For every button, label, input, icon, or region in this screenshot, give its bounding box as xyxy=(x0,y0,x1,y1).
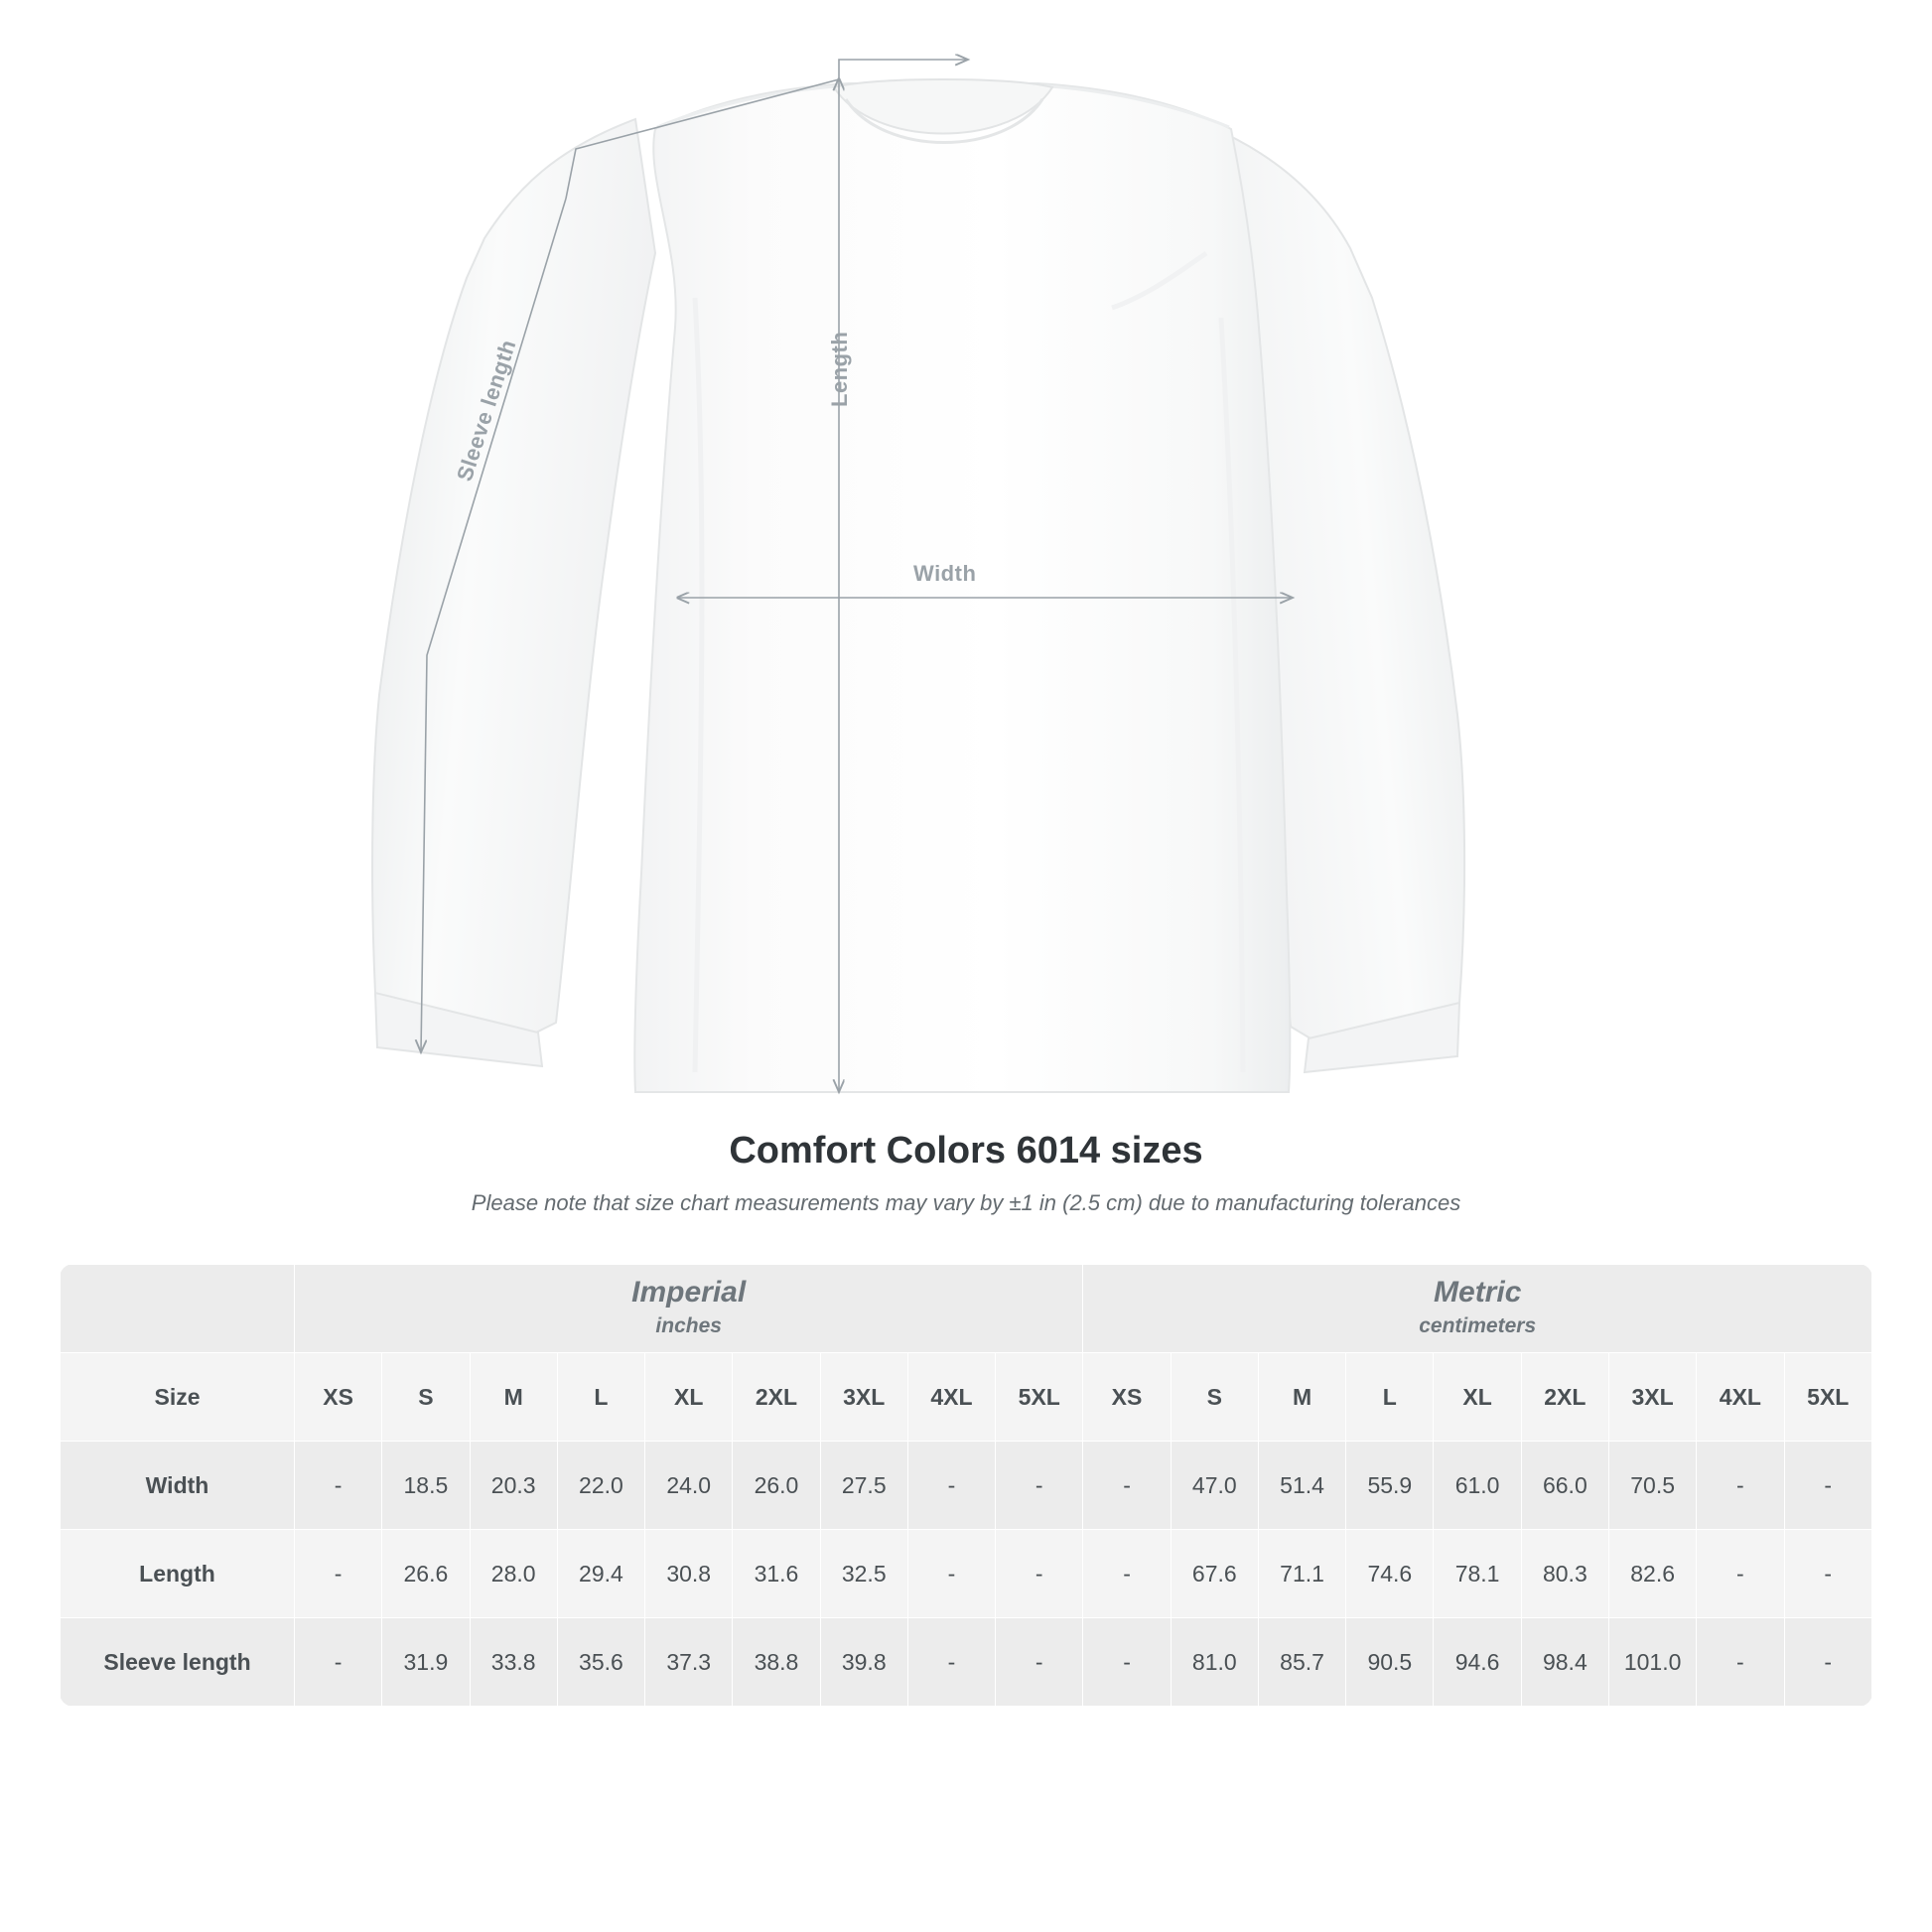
cell-sleeve-imperial-3xl: 39.8 xyxy=(820,1618,907,1707)
cell-sleeve-imperial-l: 35.6 xyxy=(557,1618,644,1707)
cell-width-imperial-xs: - xyxy=(295,1442,382,1530)
size-header-metric-2xl: 2XL xyxy=(1521,1353,1608,1442)
cell-sleeve-imperial-xs: - xyxy=(295,1618,382,1707)
cell-sleeve-imperial-xl: 37.3 xyxy=(645,1618,733,1707)
size-header-metric-5xl: 5XL xyxy=(1784,1353,1871,1442)
size-header-metric-xs: XS xyxy=(1083,1353,1171,1442)
cell-length-imperial-5xl: - xyxy=(996,1530,1083,1618)
length-dimension-label: Length xyxy=(827,331,852,407)
cell-length-imperial-xl: 30.8 xyxy=(645,1530,733,1618)
cell-width-imperial-2xl: 26.0 xyxy=(733,1442,820,1530)
size-header-imperial-l: L xyxy=(557,1353,644,1442)
size-header-metric-4xl: 4XL xyxy=(1697,1353,1784,1442)
cell-length-imperial-3xl: 32.5 xyxy=(820,1530,907,1618)
cell-width-imperial-xl: 24.0 xyxy=(645,1442,733,1530)
size-header-metric-xl: XL xyxy=(1434,1353,1521,1442)
unit-metric-name: Metric xyxy=(1434,1276,1522,1309)
size-header-imperial-5xl: 5XL xyxy=(996,1353,1083,1442)
cell-sleeve-imperial-4xl: - xyxy=(907,1618,995,1707)
cell-length-metric-xs: - xyxy=(1083,1530,1171,1618)
cell-sleeve-metric-5xl: - xyxy=(1784,1618,1871,1707)
cell-sleeve-imperial-5xl: - xyxy=(996,1618,1083,1707)
table-row xyxy=(61,1618,1872,1707)
unit-header-row xyxy=(61,1265,1872,1353)
chart-note: Please note that size chart measurements may vary by ±1 in (2.5 cm) due to manufacturing tolerances xyxy=(471,1190,1461,1215)
cell-width-imperial-s: 18.5 xyxy=(382,1442,470,1530)
cell-width-imperial-l: 22.0 xyxy=(557,1442,644,1530)
cell-length-imperial-m: 28.0 xyxy=(470,1530,557,1618)
cell-width-metric-s: 47.0 xyxy=(1171,1442,1258,1530)
size-header-metric-s: S xyxy=(1171,1353,1258,1442)
size-header-row xyxy=(61,1353,1872,1442)
cell-sleeve-imperial-2xl: 38.8 xyxy=(733,1618,820,1707)
size-header-metric-3xl: 3XL xyxy=(1608,1353,1696,1442)
size-header-imperial-4xl: 4XL xyxy=(907,1353,995,1442)
unit-header-metric xyxy=(1083,1265,1872,1353)
cell-width-metric-xl: 61.0 xyxy=(1434,1442,1521,1530)
cell-length-imperial-2xl: 31.6 xyxy=(733,1530,820,1618)
cell-sleeve-imperial-m: 33.8 xyxy=(470,1618,557,1707)
table-row xyxy=(61,1530,1872,1618)
cell-width-imperial-5xl: - xyxy=(996,1442,1083,1530)
cell-length-metric-5xl: - xyxy=(1784,1530,1871,1618)
size-header-imperial-m: M xyxy=(470,1353,557,1442)
size-table-container xyxy=(60,1264,1872,1707)
width-dimension-label: Width xyxy=(913,561,977,586)
cell-length-metric-l: 74.6 xyxy=(1346,1530,1434,1618)
cell-width-metric-m: 51.4 xyxy=(1258,1442,1345,1530)
cell-width-imperial-4xl: - xyxy=(907,1442,995,1530)
cell-sleeve-metric-xs: - xyxy=(1083,1618,1171,1707)
size-corner-label: Size xyxy=(61,1353,295,1442)
unit-header-imperial xyxy=(295,1265,1083,1353)
unit-metric-sub: centimeters xyxy=(1419,1313,1537,1337)
size-header-imperial-xs: XS xyxy=(295,1353,382,1442)
cell-length-metric-m: 71.1 xyxy=(1258,1530,1345,1618)
cell-width-metric-5xl: - xyxy=(1784,1442,1871,1530)
cell-sleeve-metric-2xl: 98.4 xyxy=(1521,1618,1608,1707)
cell-width-metric-xs: - xyxy=(1083,1442,1171,1530)
cell-length-imperial-l: 29.4 xyxy=(557,1530,644,1618)
cell-width-metric-3xl: 70.5 xyxy=(1608,1442,1696,1530)
table-row xyxy=(61,1442,1872,1530)
size-header-imperial-xl: XL xyxy=(645,1353,733,1442)
cell-length-imperial-xs: - xyxy=(295,1530,382,1618)
size-header-metric-l: L xyxy=(1346,1353,1434,1442)
cell-length-imperial-4xl: - xyxy=(907,1530,995,1618)
cell-length-imperial-s: 26.6 xyxy=(382,1530,470,1618)
cell-width-imperial-3xl: 27.5 xyxy=(820,1442,907,1530)
cell-width-metric-2xl: 66.0 xyxy=(1521,1442,1608,1530)
unit-header-spacer xyxy=(61,1265,295,1353)
cell-sleeve-metric-m: 85.7 xyxy=(1258,1618,1345,1707)
size-header-imperial-2xl: 2XL xyxy=(733,1353,820,1442)
cell-sleeve-metric-3xl: 101.0 xyxy=(1608,1618,1696,1707)
row-label-width: Width xyxy=(61,1442,295,1530)
cell-width-metric-4xl: - xyxy=(1697,1442,1784,1530)
cell-sleeve-metric-s: 81.0 xyxy=(1171,1618,1258,1707)
size-table xyxy=(60,1264,1872,1707)
cell-sleeve-imperial-s: 31.9 xyxy=(382,1618,470,1707)
row-label-sleeve-length: Sleeve length xyxy=(61,1618,295,1707)
cell-sleeve-metric-xl: 94.6 xyxy=(1434,1618,1521,1707)
chart-title: Comfort Colors 6014 sizes xyxy=(729,1130,1203,1172)
sleeve-length-dimension-label: Sleeve length xyxy=(452,336,521,484)
cell-width-imperial-m: 20.3 xyxy=(470,1442,557,1530)
row-label-length: Length xyxy=(61,1530,295,1618)
cell-sleeve-metric-l: 90.5 xyxy=(1346,1618,1434,1707)
cell-width-metric-l: 55.9 xyxy=(1346,1442,1434,1530)
cell-sleeve-metric-4xl: - xyxy=(1697,1618,1784,1707)
unit-imperial-name: Imperial xyxy=(631,1276,747,1309)
cell-length-metric-s: 67.6 xyxy=(1171,1530,1258,1618)
cell-length-metric-4xl: - xyxy=(1697,1530,1784,1618)
size-header-imperial-3xl: 3XL xyxy=(820,1353,907,1442)
unit-imperial-sub: inches xyxy=(655,1313,722,1337)
cell-length-metric-3xl: 82.6 xyxy=(1608,1530,1696,1618)
size-header-imperial-s: S xyxy=(382,1353,470,1442)
cell-length-metric-xl: 78.1 xyxy=(1434,1530,1521,1618)
cell-length-metric-2xl: 80.3 xyxy=(1521,1530,1608,1618)
size-header-metric-m: M xyxy=(1258,1353,1345,1442)
